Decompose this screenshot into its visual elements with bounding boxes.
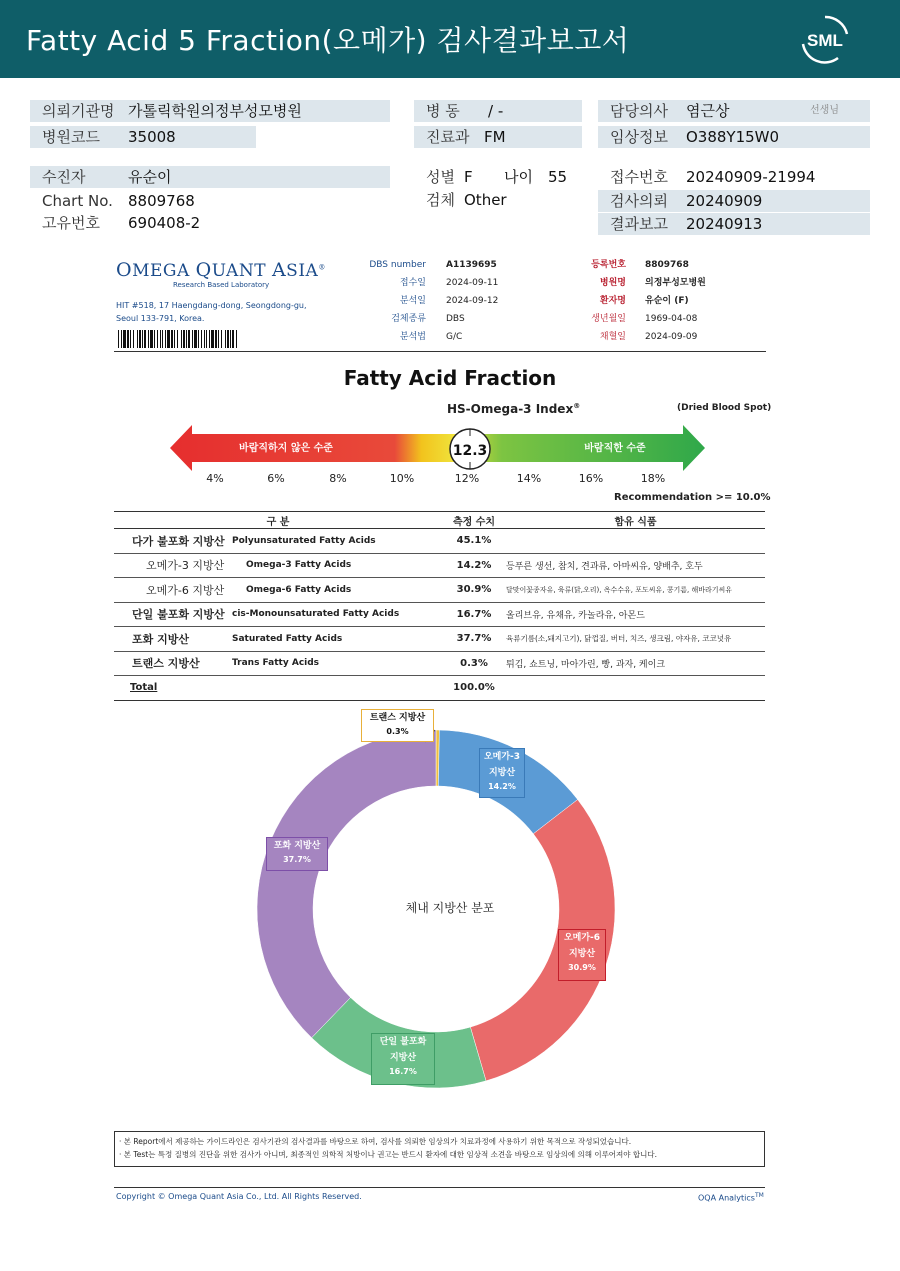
dob-label: 생년월일 [591,314,626,324]
donut-label-text: 오메가-6 [563,933,601,943]
barcode-bar [162,330,163,348]
specimen-value: Other [464,191,507,209]
row-value: 14.2% [442,553,506,578]
barcode-bar [186,330,187,348]
scale-tick: 6% [267,472,285,485]
barcode-bar [142,330,143,348]
scale-tick: 4% [206,472,224,485]
scale-tick: 16% [578,472,604,485]
row-foods: 육류기름(소,돼지고기), 닭껍질, 버터, 치즈, 생크림, 야자유, 코코넛유 [506,627,765,652]
scale-tick: 14% [516,472,542,485]
barcode-bar [215,330,217,348]
index-title: HS-Omega-3 Index® [447,402,581,416]
analyzed-label: 분석일 [399,296,426,306]
recommendation: Recommendation >= 10.0% [614,492,771,503]
barcode-bar [232,330,234,348]
lab-meta-right-labels [566,256,626,346]
unique-no-value: 690408-2 [128,214,201,232]
lab-meta-right-values [645,256,706,346]
request-date-value: 20240909 [686,192,763,210]
received-label: 접수일 [399,278,426,288]
analyzed-value: 2024-09-12 [446,296,499,306]
report-date-field [598,213,870,235]
receipt-label: 접수번호 [610,168,668,186]
barcode-bar [201,330,202,348]
donut-label-text: 포화 지방산 [273,841,321,851]
table-row [114,553,765,578]
scale-tick: 18% [640,472,666,485]
footer-divider [114,1187,765,1188]
barcode-bar [148,330,149,348]
department-value: FM [484,128,506,146]
row-value: 30.9% [442,578,506,603]
specimen-label: 검체 [426,191,455,209]
barcode-bar [160,330,161,348]
barcode-bar [121,330,122,348]
barcode-bar [188,330,190,348]
dbs-note: (Dried Blood Spot) [677,403,772,413]
barcode-bar [150,330,153,348]
patient-info [0,78,900,246]
patient-name-field [30,166,390,188]
barcode [118,330,238,348]
barcode-bar [236,330,237,348]
lab-subtitle: Research Based Laboratory [173,281,270,289]
patient-name-label: 수진자 [42,168,86,186]
lab-meta-left-values [446,256,498,346]
barcode-bar [181,330,182,348]
lab-address-line2: Seoul 133-791, Korea. [116,314,205,323]
lab-header [114,256,766,352]
unique-no-field [30,212,390,234]
row-eng-name: Polyunsaturated Fatty Acids [232,529,442,554]
disclaimer-line: · 본 Report에서 제공하는 가이드라인은 검사기관의 검사결과를 바탕으로 하여, 검사를 의뢰한 임상의가 치료과정에 사용하기 위한 목적으로 작성되었습니다. [119,1137,632,1146]
col-header-foods: 함유 식품 [506,512,765,529]
analytics-brand: OQA Analytics™ [698,1192,764,1203]
hospital-name-value: 의정부성모병원 [645,278,706,288]
row-kor-name: 트랜스 지방산 [114,651,232,676]
donut-label-text: 단일 불포화 [379,1037,427,1047]
ward-field [414,100,582,122]
doctor-value: 염근상 [686,102,730,120]
barcode-bar [225,330,226,348]
barcode-bar [227,330,229,348]
row-kor-name: 단일 불포화 지방산 [114,602,232,627]
table-row [114,651,765,676]
barcode-bar [127,330,129,348]
row-foods: 튀김, 쇼트닝, 마아가린, 빵, 과자, 케이크 [506,651,765,676]
sex-label: 성별 [426,168,455,186]
lab-address-line1: HIT #518, 17 Haengdang-dong, Seongdong-gu, [116,301,307,310]
col-header-value: 측정 수치 [442,512,506,529]
row-foods [506,529,765,554]
index-value: 12.3 [452,443,488,459]
draw-date-label: 채혈일 [599,332,626,342]
donut-label-pct: 0.3% [386,727,409,736]
age-value: 55 [548,168,568,186]
reg-no-value: 8809768 [645,260,689,270]
received-value: 2024-09-11 [446,278,499,288]
disclaimer-line: · 본 Test는 특정 질병의 진단을 위한 검사가 아니며, 최종적인 의학적 처방이나 권고는 반드시 환자에 대한 임상적 소견을 바탕으로 임상의에 의해 이루어져야 합니다. [119,1150,658,1159]
col-header-category: 구 분 [114,512,442,529]
request-date-label: 검사의뢰 [610,192,668,210]
donut-label-text: 지방산 [568,949,596,959]
row-eng-name: Saturated Fatty Acids [232,627,442,652]
clinical-label: 임상정보 [610,128,668,146]
row-foods: 등푸른 생선, 참치, 견과류, 아마씨유, 양배추, 호두 [506,553,765,578]
total-spacer [232,676,442,701]
draw-date-value: 2024-09-09 [645,332,698,342]
row-value: 37.7% [442,627,506,652]
sex-value: F [464,168,473,186]
doctor-suffix: 선생님 [810,105,839,116]
barcode-bar [174,330,175,348]
department-field [414,126,582,148]
barcode-bar [123,330,126,348]
barcode-bar [177,330,178,348]
clinical-value: O388Y15W0 [686,128,780,146]
report-header [0,0,900,78]
barcode-bar [209,330,210,348]
row-kor-name: 포화 지방산 [114,627,232,652]
sample-type-value: DBS [446,314,465,324]
table-row [114,627,765,652]
fraction-title: Fatty Acid Fraction [343,366,557,390]
donut-label-pct: 30.9% [568,963,596,972]
receipt-field [598,166,870,188]
total-label: Total [114,676,232,701]
receipt-value: 20240909-21994 [686,168,816,186]
donut-label-saturated [266,837,328,871]
hospital-name-label: 병원명 [599,278,626,288]
copyright: Copyright © Omega Quant Asia Co., Ltd. All Rights Reserved. [116,1192,362,1201]
sample-type-label: 검체종류 [391,314,426,324]
donut-label-mono [371,1033,435,1085]
hospital-code-value: 35008 [128,128,176,146]
disclaimer-box [114,1131,765,1167]
dbs-value: A1139695 [446,260,497,270]
table-header-row [114,512,765,529]
donut-label-text: 트랜스 지방산 [369,713,426,723]
donut-label-text: 오메가-3 [483,752,521,762]
barcode-bar [198,330,199,348]
donut-label-omega6 [558,929,606,981]
barcode-bar [230,330,231,348]
dob-value: 1969-04-08 [645,314,698,324]
clinical-field [598,126,870,148]
hospital-code-field [30,126,256,148]
omega3-index-scale [170,425,705,471]
fatty-acid-table [114,511,765,701]
sex-age-field [414,166,584,188]
barcode-bar [171,330,173,348]
row-value: 45.1% [442,529,506,554]
method-label: 분석법 [399,332,426,342]
barcode-bar [157,330,158,348]
barcode-bar [192,330,193,348]
patient-label: 환자명 [599,296,626,306]
department-label: 진료과 [426,128,470,146]
donut-label-pct: 16.7% [389,1067,417,1076]
institution-field [30,100,390,122]
donut-label-pct: 14.2% [488,782,516,791]
barcode-bar [137,330,138,348]
good-level-label: 바람직한 수준 [584,443,646,454]
donut-label-omega3 [479,748,525,798]
lab-address [116,299,307,325]
table-total-row [114,676,765,701]
row-kor-name: 오메가-6 지방산 [114,578,232,603]
row-foods: 올리브유, 유채유, 카놀라유, 아몬드 [506,602,765,627]
table-row [114,529,765,554]
barcode-bar [133,330,134,348]
specimen-field [414,189,584,211]
barcode-bar [165,330,166,348]
method-value: G/C [446,332,463,342]
doctor-label: 담당의사 [610,102,668,120]
ward-label: 병 동 [426,102,460,120]
institution-label: 의뢰기관명 [42,102,115,120]
scale-tick: 10% [389,472,415,485]
request-date-field [598,190,870,212]
lab-logo: OMEGA QUANT ASIA® [116,259,326,281]
hospital-code-label: 병원코드 [42,128,100,146]
dbs-label: DBS number [369,260,426,270]
institution-value: 가톨릭학원의정부성모병원 [128,102,302,120]
barcode-bar [206,330,207,348]
doctor-field [598,100,870,122]
scale-tick: 12% [454,472,480,485]
barcode-bar [167,330,170,348]
table-row [114,578,765,603]
barcode-bar [139,330,141,348]
lab-meta-left-labels [346,256,426,346]
barcode-bar [211,330,214,348]
sml-logo [798,14,852,64]
patient-name-value: 유순이 [128,168,172,186]
barcode-bar [118,330,119,348]
barcode-bar [154,330,155,348]
table-row [114,602,765,627]
donut-slice [257,730,436,1038]
total-spacer [506,676,765,701]
chart-no-label: Chart No. [42,192,113,210]
row-eng-name: Trans Fatty Acids [232,651,442,676]
row-value: 0.3% [442,651,506,676]
reg-no-label: 등록번호 [591,260,626,270]
unique-no-label: 고유번호 [42,214,100,232]
row-value: 16.7% [442,602,506,627]
patient-value: 유순이 (F) [645,296,689,306]
barcode-bar [144,330,146,348]
donut-label-pct: 37.7% [283,855,311,864]
row-eng-name: cis-Monounsaturated Fatty Acids [232,602,442,627]
report-date-label: 결과보고 [610,215,668,233]
barcode-bar [204,330,205,348]
barcode-bar [130,330,131,348]
bad-level-label: 바람직하지 않은 수준 [239,443,333,454]
row-kor-name: 다가 불포화 지방산 [114,529,232,554]
row-kor-name: 오메가-3 지방산 [114,553,232,578]
donut-label-text: 지방산 [389,1053,417,1063]
sml-logo-text: SML [807,31,843,50]
row-foods: 달맞이꽃종자유, 육류(닭,오리), 옥수수유, 포도씨유, 콩기름, 해바라기씨유 [506,578,765,603]
report-title: Fatty Acid 5 Fraction(오메가) 검사결과보고서 [26,24,630,57]
ward-value: / - [488,102,504,120]
barcode-bar [194,330,197,348]
row-eng-name: Omega-6 Fatty Acids [232,578,442,603]
chart-no-value: 8809768 [128,192,195,210]
chart-no-field [30,190,390,212]
total-value: 100.0% [442,676,506,701]
barcode-bar [183,330,185,348]
barcode-bar [218,330,219,348]
donut-center-title: 체내 지방산 분포 [405,901,495,915]
donut-label-trans [361,709,434,742]
age-label: 나이 [504,168,533,186]
donut-label-text: 지방산 [488,768,516,778]
row-eng-name: Omega-3 Fatty Acids [232,553,442,578]
barcode-bar [221,330,222,348]
report-date-value: 20240913 [686,215,763,233]
scale-tick: 8% [329,472,347,485]
